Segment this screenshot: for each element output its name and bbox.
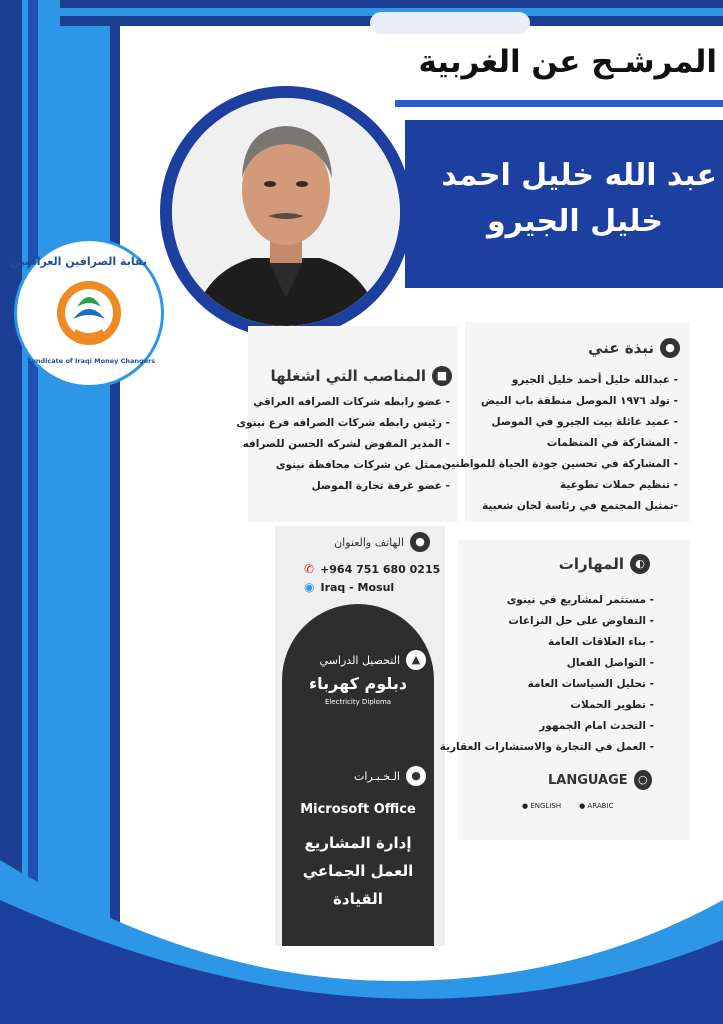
candidate-name-line1: عبد الله خليل احمد [441,158,717,193]
list-item: - ممثل عن شركات محافظة نينوى [275,459,450,471]
candidate-photo [172,98,400,326]
list-item: - تطوير الحملات [570,699,654,711]
pie-chart-icon: ◐ [630,554,650,574]
experience-item: القيادة [333,890,383,908]
about-heading-label: نبذة عني [587,339,654,357]
skills-list [439,590,654,758]
list-item: - المدير المفوض لشركه الحسن للصرافه [242,438,450,450]
experience-item: إدارة المشاريع [304,834,412,852]
phone-row [304,562,444,576]
group-icon: ● [406,766,426,786]
experience-item: Microsoft Office [300,802,416,817]
positions-heading-label: المناصب التي اشغلها [270,367,426,385]
experience-item: العمل الجماعي [302,862,414,880]
user-icon: ● [660,338,680,358]
graduation-cap-icon: ▲ [406,650,426,670]
list-item: - المشاركة في المنظمات [546,437,678,449]
candidate-name-line2: خليل الجيرو [486,204,663,239]
skills-heading-label: المهارات [558,555,624,573]
list-item: - التفاوض على حل النزاعات [508,615,654,627]
list-item: - المشاركة في تحسين جودة الحياة للمواطنين [441,458,678,470]
language-heading-label: LANGUAGE [548,772,628,788]
bottom-wave [0,840,723,1024]
list-item: - التواصل الفعال [566,657,654,669]
list-item: - عميد عائلة بيت الجيرو في الموصل [491,416,678,428]
list-item: - تولد ١٩٧٦ الموصل منطقة باب البيض [481,395,678,407]
list-item: - تنظيم حملات تطوعية [559,479,678,491]
positions-list [236,392,450,497]
language-heading [548,770,652,790]
logo-english-text: Syndicate of Iraqi Money Changers [27,357,156,365]
experience-heading-label: الـخـبـرات [354,769,400,783]
education-heading [300,650,426,670]
location-pin-icon: ◉ [304,580,315,594]
address-row [304,580,444,594]
address-text: Iraq - Mosul [320,580,395,594]
experience-heading [300,766,426,786]
language-item: ARABIC [587,802,614,810]
user-icon: ● [410,532,430,552]
list-item: - العمل في التجارة والاستشارات العقارية [439,741,654,753]
list-item: - عضو غرفة تجارة الموصل [311,480,450,492]
candidate-title: المرشـح عن الغربية [418,44,717,80]
degree-arabic: دبلوم كهرباء [308,674,408,693]
list-item: -تمثيل المجتمع في رئاسة لجان شعبية [482,500,678,512]
title-underline [395,100,723,107]
list-item: - تحليل السياسات العامة [527,678,654,690]
list-item: - بناء العلاقات العامة [548,636,654,648]
degree-english: Electricity Diploma [324,698,392,706]
syndicate-logo [10,238,164,388]
language-bullet: ● ENGLISH [522,802,562,810]
contact-heading-label: الهاتف والعنوان [334,535,404,549]
about-list [441,370,678,517]
language-list [522,802,632,810]
language-item: ENGLISH [530,802,562,810]
language-bullet: ● ARABIC [579,802,614,810]
list-item: - مستثمر لمشاريع في نينوى [506,594,654,606]
logo-arabic-text: نقابة الصرافين العراقيين [10,255,147,268]
about-heading [560,338,680,358]
globe-icon: ○ [634,770,652,790]
list-item: - عبدالله خليل أحمد خليل الجيرو [511,374,678,386]
list-item: - عضو رابطه شركات الصرافه العراقي [253,396,450,408]
briefcase-icon: ■ [432,366,452,386]
list-item: - التحدث امام الجمهور [539,720,654,732]
education-heading-label: التحصيل الدراسي [319,653,400,667]
contact-heading [290,532,430,552]
phone-icon: ✆ [304,562,315,576]
list-item: - رئيس رابطه شركات الصرافه فرع نينوى [236,417,450,429]
skills-heading [540,554,650,574]
phone-number: +964 751 680 0215 [320,562,441,576]
top-tab-decoration [370,12,530,34]
positions-heading [260,366,452,386]
